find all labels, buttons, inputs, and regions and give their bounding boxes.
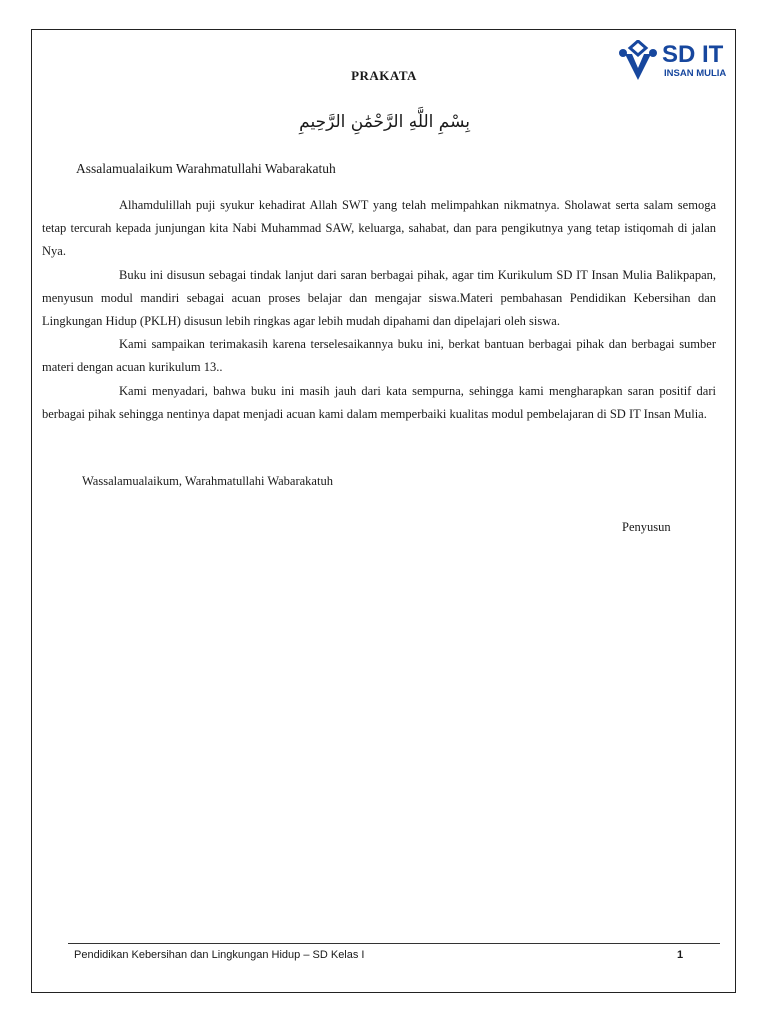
basmala-calligraphy: بِسْمِ اللَّهِ الرَّحْمَٰنِ الرَّحِيمِ: [299, 112, 470, 132]
footer-divider: [68, 943, 720, 944]
logo-title: SD IT: [662, 41, 724, 68]
footer-title: Pendidikan Kebersihan dan Lingkungan Hidup – SD Kelas I: [74, 949, 365, 961]
logo-subtitle: INSAN MULIA: [664, 68, 727, 79]
paragraph: Kami sampaikan terimakasih karena terselesaikannya buku ini, berkat bantuan berbagai pihak dan berbagai sumber materi dengan acuan kurikulum 13..: [42, 337, 716, 375]
paragraph: Buku ini disusun sebagai tindak lanjut dari saran berbagai pihak, agar tim Kurikulum SD IT Insan Mulia Balikpapan, menyusun modul mandiri sebagai acuan proses belajar dan mengajar siswa.Materi pembahasan Pendidikan Kebersihan dan Lingkungan Hidup (PKLH) disusun lebih ringkas agar lebih mudah dipahami dan dipelajari oleh siswa.: [42, 267, 716, 329]
page-number: 1: [677, 949, 684, 961]
paragraph: Kami menyadari, bahwa buku ini masih jauh dari kata sempurna, sehingga kami mengharapkan saran positif dari berbagai pihak sehingga nentinya dapat menjadi acuan kami dalam memperbaiki kualitas modul pembelajaran di SD IT Insan Mulia.: [42, 383, 716, 421]
opening-greeting: Assalamualaikum Warahmatullahi Wabarakatuh: [76, 161, 336, 176]
closing-greeting: Wassalamualaikum, Warahmatullahi Wabarakatuh: [82, 474, 333, 488]
paragraph: Alhamdulillah puji syukur kehadirat Allah SWT yang telah melimpahkan nikmatnya. Sholawat serta salam semoga tetap tercurah kepada junjungan kita Nabi Muhammad SAW, keluarga, sahabat, dan para pengikutnya yang tetap istiqomah di jalan Nya.: [42, 198, 716, 259]
preface-body: [42, 194, 716, 426]
signature: Penyusun: [622, 520, 671, 534]
page-title: PRAKATA: [351, 68, 417, 83]
